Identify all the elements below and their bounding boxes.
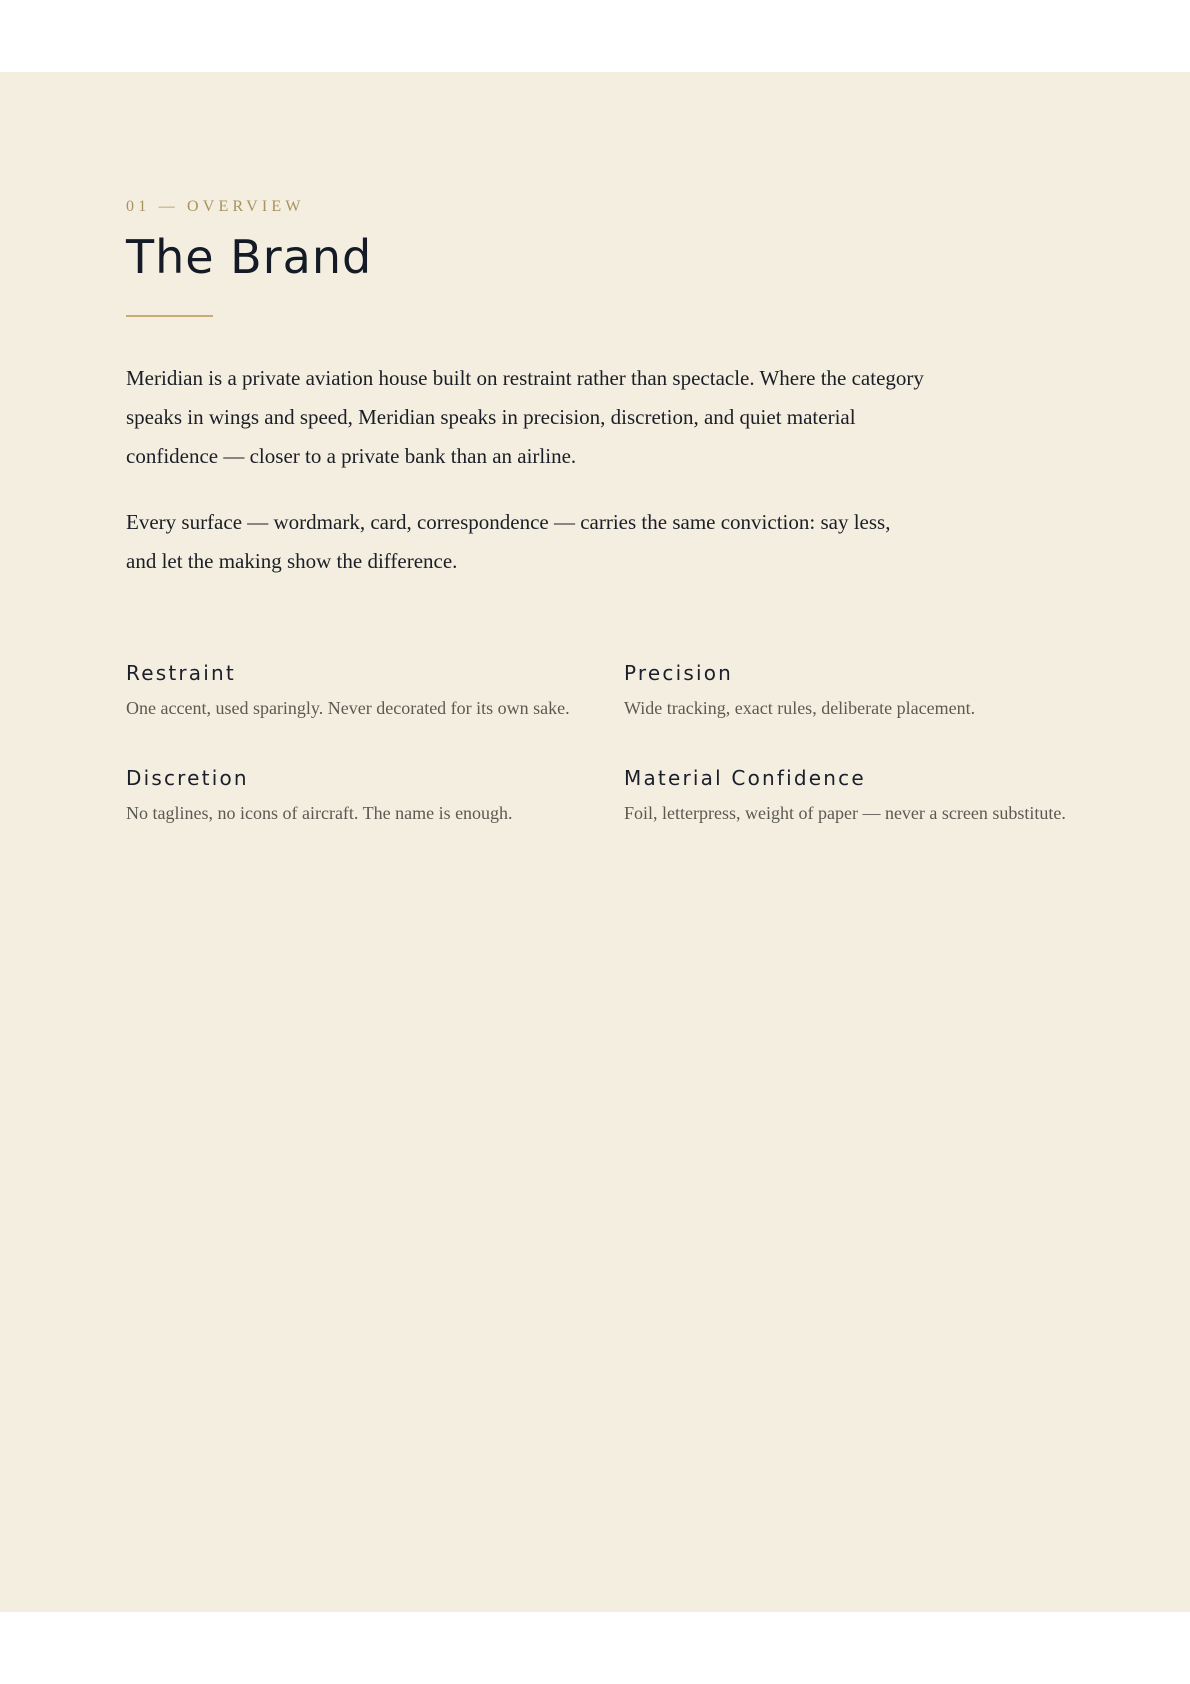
accent-rule (126, 315, 213, 317)
page-title: The Brand (126, 230, 373, 284)
principle-description: No taglines, no icons of aircraft. The name is enough. (126, 803, 513, 823)
body-paragraph: Meridian is a private aviation house built on restraint rather than spectacle. Where the category speaks in wings and speed, Meridian speaks in precision, discretion, and quiet material confidence — closer to a private bank than an airline. (126, 366, 924, 468)
principle-heading: Material Confidence (624, 766, 866, 790)
principle-restraint (126, 660, 606, 720)
body-paragraph: Every surface — wordmark, card, correspondence — carries the same conviction: say less, and let the making show the difference. (126, 510, 891, 573)
principle-heading: Discretion (126, 766, 249, 790)
principle-material-confidence (624, 765, 1104, 825)
principle-heading: Restraint (126, 661, 236, 685)
principle-precision (624, 660, 1104, 720)
brand-overview-page (0, 72, 1190, 1612)
principle-heading: Precision (624, 661, 734, 685)
principle-discretion (126, 765, 606, 825)
principle-description: Wide tracking, exact rules, deliberate placement. (624, 698, 976, 718)
principle-description: One accent, used sparingly. Never decorated for its own sake. (126, 698, 570, 718)
section-eyebrow: 01 — OVERVIEW (126, 198, 305, 215)
principle-description: Foil, letterpress, weight of paper — never a screen substitute. (624, 803, 1066, 823)
